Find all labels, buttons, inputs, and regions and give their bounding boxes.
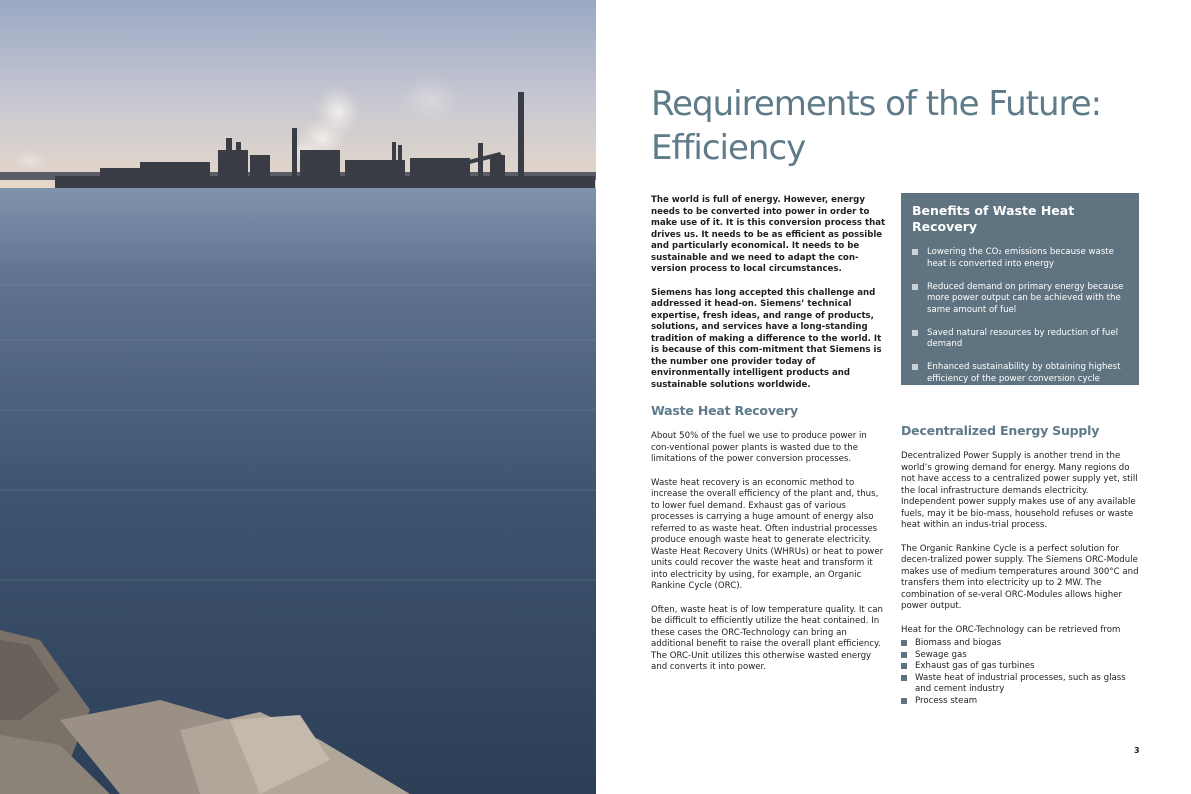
list-item-text: Sewage gas (915, 649, 967, 660)
list-item (901, 650, 1141, 662)
decentralized-paragraph-1: Decentralized Power Supply is another trend in the world’s growing demand for energy. Many regions do not have access to a centralized power supply yet, still the local infrastructure demands electricity. Independent power supply makes use of any available fuels, may it be bio-mass, household refuses or waste heat within an indus-trial process. (901, 451, 1138, 530)
benefit-text: Lowering the CO₂ emissions because waste heat is converted into energy (927, 247, 1114, 269)
benefit-text: Reduced demand on primary energy because more power output can be achieved with the same amount of fuel (927, 281, 1124, 315)
list-item (901, 638, 1141, 650)
title-line-2: Efficiency (651, 128, 806, 168)
bullet-square-icon (901, 663, 907, 669)
left-column (651, 195, 887, 686)
waste-heat-heading: Waste Heat Recovery (651, 403, 798, 418)
benefit-item (912, 328, 1128, 351)
bullet-square-icon (912, 284, 918, 290)
page-number: 3 (1134, 746, 1140, 755)
right-column (901, 417, 1141, 707)
benefit-item (912, 362, 1128, 385)
bullet-square-icon (912, 330, 918, 336)
intro-paragraph-1: The world is full of energy. However, energy needs to be converted into power in order to make use of it. It is this conversion process that drives us. It needs to be as efficient as possible and particularly economical. It needs to be sustainable and we need to adapt the con-version process to local circumstances. (651, 195, 886, 274)
list-item-text: Process steam (915, 695, 978, 706)
intro-paragraph-2: Siemens has long accepted this challenge and addressed it head-on. Siemens’ technical expertise, fresh ideas, and range of products, solutions, and services have a long-standing tradition of making a difference to the world. It is because of this com-mitment that Siemens is the number one provider today of environmentally intelligent products and sustainable solutions worldwide. (651, 287, 882, 390)
decentralized-heading: Decentralized Energy Supply (901, 423, 1100, 438)
decentralized-paragraph-2: The Organic Rankine Cycle is a perfect solution for decen-tralized power supply. The Siemens ORC-Module makes use of medium temperatures around 300°C and transfers them into electricity up to 2 MW. The combination of se-veral ORC-Modules allows higher power output. (901, 543, 1139, 611)
list-item-text: Exhaust gas of gas turbines (915, 661, 1035, 671)
waste-heat-paragraph-2: Waste heat recovery is an economic method to increase the overall efficiency of the plant and, thus, to lower fuel demand. Exhaust gas of various processes is carrying a huge amount of energy also referred to as waste heat. Often industrial processes produce enough waste heat to generate electricity. Waste Heat Recovery Units (WHRUs) or heat to power units could recover the waste heat and transform it into electricity by using, for example, an Organic Rankine Cycle (ORC). (651, 477, 884, 591)
benefits-title: Benefits of Waste Heat Recovery (912, 203, 1075, 234)
list-item (901, 696, 1141, 708)
bullet-square-icon (901, 652, 907, 658)
benefit-text: Saved natural resources by reduction of fuel demand (927, 327, 1118, 349)
waste-heat-paragraph-1: About 50% of the fuel we use to produce power in con-ventional power plants is wasted due to the limitations of the power conversion processes. (651, 431, 867, 464)
title-line-1: Requirements of the Future: (651, 84, 1102, 124)
bullet-square-icon (912, 364, 918, 370)
bullet-square-icon (901, 675, 907, 681)
waste-heat-paragraph-3: Often, waste heat is of low temperature quality. It can be difficult to efficiently utilize the heat contained. In these cases the ORC-Technology can bring an additional benefit to raise the overall plant efficiency. The ORC-Unit utilizes this otherwise wasted energy and converts it into power. (651, 604, 883, 672)
benefit-text: Enhanced sustainability by obtaining highest efficiency of the power conversion cycle (927, 362, 1121, 384)
page-title (651, 82, 1151, 170)
benefit-item (912, 247, 1128, 270)
bullet-square-icon (901, 698, 907, 704)
list-item-text: Biomass and biogas (915, 638, 1002, 648)
list-item (901, 673, 1141, 696)
benefits-list (912, 247, 1128, 385)
benefit-item (912, 282, 1128, 317)
bullet-square-icon (901, 640, 907, 646)
text-panel (596, 0, 1191, 794)
heat-sources-lead: Heat for the ORC-Technology can be retrieved from (901, 624, 1121, 635)
heat-sources-list (901, 638, 1141, 707)
list-item-text: Waste heat of industrial processes, such as glass and cement industry (915, 672, 1126, 694)
benefits-box (901, 193, 1139, 385)
bullet-square-icon (912, 249, 918, 255)
list-item (901, 661, 1141, 673)
